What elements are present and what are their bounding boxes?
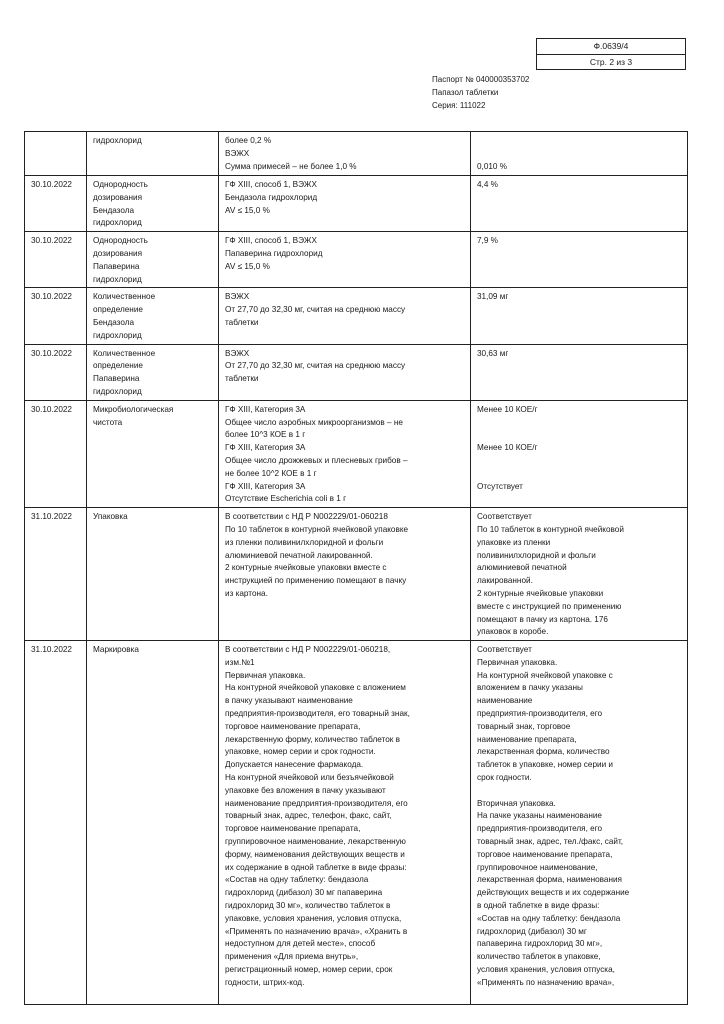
result-cell-line: лекарственная форма, количество — [477, 747, 610, 757]
product-name: Папазол таблетки — [432, 88, 499, 97]
requirement-cell-line: ВЭЖХ — [225, 148, 250, 158]
result-cell-line — [477, 455, 683, 468]
requirement-cell-line: 2 контурные ячейковые упаковки вместе с — [225, 563, 387, 573]
result-cell-line: наименование — [477, 696, 533, 706]
table-row — [25, 176, 688, 232]
table-row — [25, 400, 688, 507]
test-name-cell-line: Однородность — [93, 236, 148, 246]
requirement-cell-line: ГФ XIII, Категория 3А — [225, 443, 306, 453]
result-cell-line: Менее 10 КОЕ/г — [477, 404, 538, 414]
test-results-table — [24, 131, 688, 1005]
result-cell — [471, 176, 688, 232]
result-cell-line — [477, 417, 683, 430]
requirement-cell-line: предприятия-производителя, его товарный знак, — [225, 709, 410, 719]
result-cell-line: упаковок в коробе. — [477, 627, 549, 637]
result-cell-line — [477, 429, 683, 442]
result-cell-line: товарный знак, адрес, тел./факс, сайт, — [477, 837, 624, 847]
result-cell-line: торговое наименование препарата, — [477, 849, 613, 859]
table-row — [25, 344, 688, 400]
result-cell-line: 7,9 % — [477, 236, 498, 246]
result-cell-line: «Применять по назначению врача», — [477, 977, 615, 987]
result-cell-line: группировочное наименование, — [477, 862, 598, 872]
requirement-cell-line: инструкцией по применению помещают в пачку — [225, 576, 407, 586]
test-name-cell-line: Маркировка — [93, 645, 139, 655]
date-cell — [25, 400, 87, 507]
result-cell-line: срок годности. — [477, 773, 532, 783]
requirement-cell-line: их содержание в одной таблетке в виде фразы: — [225, 862, 407, 872]
table-row — [25, 132, 688, 176]
result-cell-line: помещают в пачку из картона. 176 — [477, 614, 608, 624]
result-cell-line: гидрохлорид (дибазол) 30 мг — [477, 926, 587, 936]
requirement-cell-line: гидрохлорид 30 мг», количество таблеток в — [225, 901, 391, 911]
requirement-cell-line: В соответствии с НД Р N002229/01-060218 — [225, 512, 388, 522]
test-name-cell — [87, 344, 219, 400]
result-cell-line — [477, 148, 683, 161]
table-row — [25, 641, 688, 1005]
requirement-cell-line: В соответствии с НД Р N002229/01-060218, — [225, 645, 391, 655]
result-cell-line: условия хранения, условия отпуска, — [477, 965, 615, 975]
requirement-cell-line: ГФ XIII, Категория 3А — [225, 404, 306, 414]
test-name-cell-line: гидрохлорид — [93, 274, 142, 284]
requirement-cell-line: наименование предприятия-производителя, его — [225, 798, 408, 808]
test-name-cell — [87, 400, 219, 507]
test-name-cell-line: гидрохлорид — [93, 330, 142, 340]
result-cell-line: Первичная упаковка. — [477, 657, 558, 667]
requirement-cell-line: Бендазола гидрохлорид — [225, 192, 318, 202]
result-cell-line: вместе с инструкцией по применению — [477, 601, 622, 611]
result-cell-line: действующих веществ и их содержание — [477, 888, 630, 898]
result-cell-line: таблеток в упаковке, номер серии и — [477, 760, 614, 770]
requirement-cell-line: упаковке без вложения в пачку указывают — [225, 785, 386, 795]
result-cell-line: поливинилхлоридной и фольги — [477, 550, 596, 560]
test-name-cell — [87, 508, 219, 641]
form-code-box — [536, 38, 686, 70]
result-cell-line — [477, 785, 683, 798]
requirement-cell-line: группировочное наименование, лекарственную — [225, 837, 406, 847]
requirement-cell-line: На контурной ячейковой или безъячейковой — [225, 773, 394, 783]
test-name-cell — [87, 232, 219, 288]
test-name-cell-line: Однородность — [93, 180, 148, 189]
date-cell-line: 30.10.2022 — [31, 348, 72, 358]
result-cell-line — [477, 468, 683, 481]
result-cell-line: лакированной. — [477, 576, 533, 586]
requirement-cell-line: Допускается нанесение фармакода. — [225, 760, 364, 770]
result-cell-line — [477, 135, 683, 148]
table-row — [25, 508, 688, 641]
requirement-cell — [219, 132, 471, 176]
requirement-cell-line: ВЭЖХ — [225, 348, 250, 358]
result-cell-line: предприятия-производителя, его — [477, 824, 603, 834]
result-cell — [471, 508, 688, 641]
date-cell — [25, 176, 87, 232]
test-name-cell-line: Количественное — [93, 292, 156, 302]
result-cell-line: Соответствует — [477, 512, 532, 522]
requirement-cell-line: товарный знак, адрес, телефон, факс, сайт, — [225, 811, 392, 821]
requirement-cell-line: в пачку указывают наименование — [225, 696, 353, 706]
requirement-cell-line: Папаверина гидрохлорид — [225, 248, 323, 258]
requirement-cell — [219, 400, 471, 507]
result-cell-line: алюминиевой печатной — [477, 563, 567, 573]
result-cell-line: Отсутствует — [477, 481, 523, 491]
date-cell-line: 30.10.2022 — [31, 404, 72, 414]
result-cell-line: упаковке из пленки — [477, 537, 551, 547]
requirement-cell-line: из пленки поливинилхлоридной и фольги — [225, 537, 384, 547]
requirement-cell-line: От 27,70 до 32,30 мг, считая на среднюю массу — [225, 361, 406, 371]
test-name-cell-line: чистота — [93, 417, 123, 427]
result-cell-line: Соответствует — [477, 645, 532, 655]
test-name-cell-line: определение — [93, 305, 143, 315]
result-cell — [471, 400, 688, 507]
requirement-cell-line: недоступном для детей месте», способ — [225, 939, 376, 949]
requirement-cell-line: ГФ XIII, способ 1, ВЭЖХ — [225, 236, 317, 246]
requirement-cell-line: «Состав на одну таблетку: бендазола — [225, 875, 369, 885]
requirement-cell-line: форму, наименования действующих веществ и — [225, 849, 405, 859]
test-name-cell-line: гидрохлорид — [93, 218, 142, 228]
requirement-cell-line: упаковке, условия хранения, условия отпуска, — [225, 913, 402, 923]
requirement-cell-line: годности, штрих-код. — [225, 977, 305, 987]
requirement-cell-line: не более 10^2 КОЕ в 1 г — [225, 468, 317, 478]
date-cell — [25, 344, 87, 400]
requirement-cell-line: регистрационный номер, номер серии, срок — [225, 965, 393, 975]
requirement-cell-line: Общее число дрожжевых и плесневых грибов – — [225, 455, 408, 465]
requirement-cell-line: таблетки — [225, 317, 259, 327]
requirement-cell-line: упаковке, номер серии и срок годности. — [225, 747, 376, 757]
result-cell-line: 30,63 мг — [477, 348, 509, 358]
series-number: Серия: 111022 — [432, 101, 486, 110]
requirement-cell-line: От 27,70 до 32,30 мг, считая на среднюю массу — [225, 305, 406, 315]
result-cell — [471, 232, 688, 288]
requirement-cell-line: AV ≤ 15,0 % — [225, 261, 270, 271]
date-cell-line: 30.10.2022 — [31, 180, 72, 189]
result-cell-line: «Состав на одну таблетку: бендазола — [477, 913, 621, 923]
requirement-cell-line: Первичная упаковка. — [225, 670, 306, 680]
requirement-cell-line: торговое наименование препарата, — [225, 721, 361, 731]
requirement-cell-line: торговое наименование препарата, — [225, 824, 361, 834]
page-number: Стр. 2 из 3 — [537, 54, 685, 70]
result-cell-line: Менее 10 КОЕ/г — [477, 443, 538, 453]
requirement-cell-line: таблетки — [225, 374, 259, 384]
result-cell-line: товарный знак, торговое — [477, 721, 571, 731]
test-name-cell — [87, 176, 219, 232]
result-cell-line: 4,4 % — [477, 180, 498, 189]
date-cell — [25, 641, 87, 1005]
requirement-cell — [219, 232, 471, 288]
test-name-cell-line: Бендазола — [93, 317, 135, 327]
requirement-cell-line: Сумма примесей – не более 1,0 % — [225, 161, 357, 171]
result-cell-line: 31,09 мг — [477, 292, 509, 302]
date-cell — [25, 132, 87, 176]
test-name-cell-line: Количественное — [93, 348, 156, 358]
requirement-cell-line: лекарственную форму, количество таблеток в — [225, 734, 400, 744]
result-cell-line: Вторичная упаковка. — [477, 798, 556, 808]
requirement-cell-line: гидрохлорид (дибазол) 30 мг папаверина — [225, 888, 383, 898]
test-name-cell-line: гидрохлорид — [93, 136, 142, 145]
requirement-cell-line: алюминиевой печатной лакированной. — [225, 550, 373, 560]
requirement-cell-line: По 10 таблеток в контурной ячейковой упаковке — [225, 524, 409, 534]
test-name-cell — [87, 641, 219, 1005]
requirement-cell-line: «Применять по назначению врача», «Хранить в — [225, 926, 408, 936]
result-cell-line: 0,010 % — [477, 161, 508, 171]
requirement-cell-line: На контурной ячейковой упаковке с вложением — [225, 683, 406, 693]
date-cell-line: 30.10.2022 — [31, 236, 72, 246]
table-row — [25, 288, 688, 344]
date-cell-line: 30.10.2022 — [31, 292, 72, 302]
result-cell — [471, 344, 688, 400]
result-cell-line: в одной таблетке в виде фразы: — [477, 901, 600, 911]
requirement-cell — [219, 508, 471, 641]
test-name-cell-line: Микробиологическая — [93, 404, 174, 414]
test-name-cell-line: Бендазола — [93, 205, 135, 215]
requirement-cell-line: изм.№1 — [225, 657, 255, 667]
result-cell-line: По 10 таблеток в контурной ячейковой — [477, 524, 624, 534]
form-code: Ф.0639/4 — [593, 41, 629, 51]
test-name-cell-line: определение — [93, 361, 143, 371]
test-name-cell-line: дозирования — [93, 248, 143, 258]
result-cell-line: предприятия-производителя, его — [477, 709, 603, 719]
date-cell — [25, 288, 87, 344]
result-cell-line: лекарственная форма, наименования — [477, 875, 622, 885]
table-row — [25, 232, 688, 288]
date-cell — [25, 508, 87, 641]
date-cell — [25, 232, 87, 288]
requirement-cell-line: AV ≤ 15,0 % — [225, 205, 270, 215]
result-cell-line: вложением в пачку указаны — [477, 683, 583, 693]
requirement-cell-line: более 0,2 % — [225, 136, 272, 145]
result-cell-line: 2 контурные ячейковые упаковки — [477, 588, 604, 598]
result-cell — [471, 288, 688, 344]
result-cell-line: наименование препарата, — [477, 734, 577, 744]
date-cell-line — [31, 135, 82, 148]
requirement-cell-line: Общее число аэробных микроорганизмов – не — [225, 417, 403, 427]
test-name-cell — [87, 132, 219, 176]
result-cell-line: папаверина гидрохлорид 30 мг», — [477, 939, 603, 949]
result-cell-line: На пачке указаны наименование — [477, 811, 602, 821]
test-name-cell-line: дозирования — [93, 192, 143, 202]
requirement-cell-line: более 10^3 КОЕ в 1 г — [225, 430, 306, 440]
requirement-cell — [219, 176, 471, 232]
requirement-cell — [219, 344, 471, 400]
test-name-cell-line: гидрохлорид — [93, 386, 142, 396]
requirement-cell-line: ВЭЖХ — [225, 292, 250, 302]
test-name-cell-line: Упаковка — [93, 512, 128, 522]
date-cell-line: 31.10.2022 — [31, 512, 72, 522]
result-cell — [471, 132, 688, 176]
test-name-cell-line: Папаверина — [93, 374, 140, 384]
requirement-cell-line: из картона. — [225, 588, 268, 598]
requirement-cell — [219, 641, 471, 1005]
requirement-cell — [219, 288, 471, 344]
requirement-cell-line: ГФ XIII, способ 1, ВЭЖХ — [225, 180, 317, 189]
passport-header — [432, 73, 529, 112]
result-cell — [471, 641, 688, 1005]
passport-number: Паспорт № 040000353702 — [432, 75, 530, 84]
date-cell-line: 31.10.2022 — [31, 645, 72, 655]
test-name-cell — [87, 288, 219, 344]
result-cell-line: На контурной ячейковой упаковке с — [477, 670, 613, 680]
requirement-cell-line: Отсутствие Escherichia coli в 1 г — [225, 494, 347, 504]
requirement-cell-line: ГФ XIII, Категория 3А — [225, 481, 306, 491]
requirement-cell-line: применения «Для приема внутрь», — [225, 952, 359, 962]
result-cell-line: количество таблеток в упаковке, — [477, 952, 601, 962]
test-name-cell-line: Папаверина — [93, 261, 140, 271]
